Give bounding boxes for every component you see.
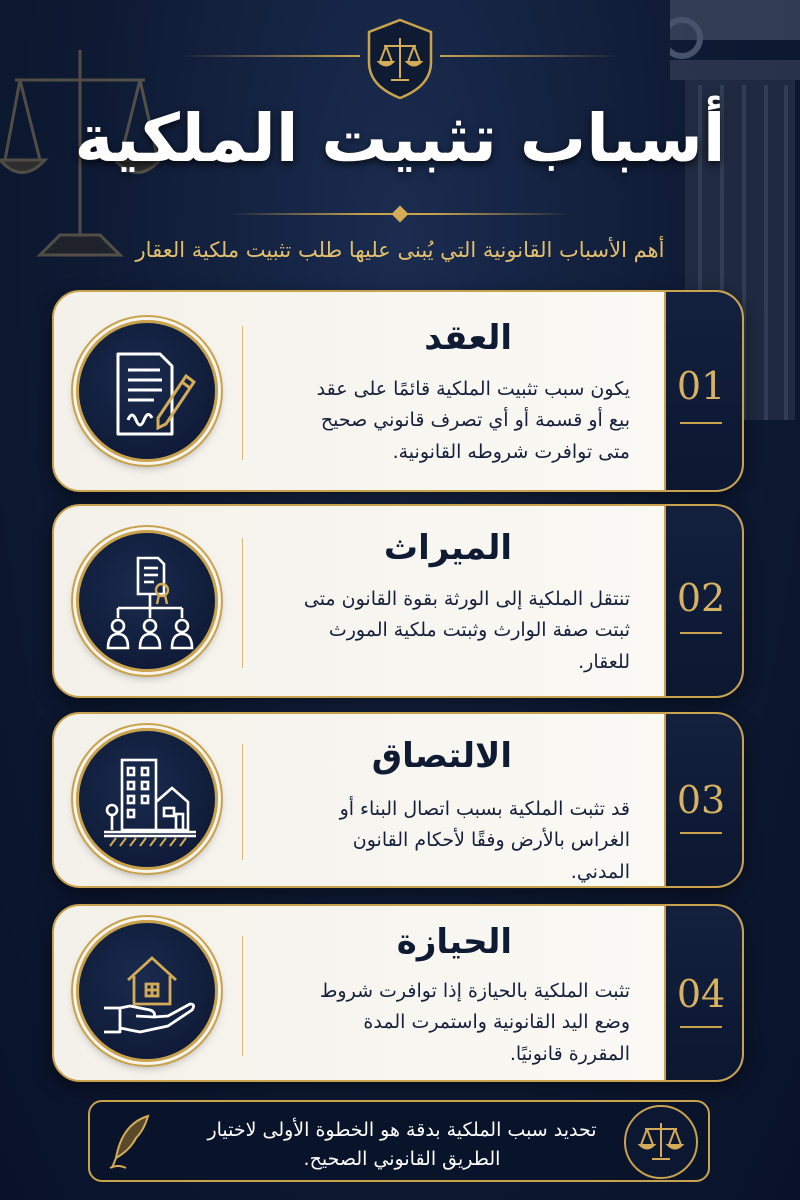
divider-diamond [392, 206, 409, 223]
header-ornament-line-left [180, 55, 360, 57]
card-separator [242, 538, 243, 668]
card-description: تنتقل الملكية إلى الورثة بقوة القانون متى ثبتت صفة الوارث وثبتت ملكية المورث للعقار. [303, 588, 630, 673]
inheritance-tree-icon [76, 530, 218, 672]
card-title: الحيازة [396, 922, 512, 962]
card-separator [242, 326, 243, 460]
card-number: 01 [676, 364, 726, 408]
card-description: قد تثبت الملكية بسبب اتصال البناء أو الغراس بالأرض وفقًا لأحكام القانون المدني. [339, 798, 630, 883]
quill-icon [108, 1114, 152, 1172]
card-separator [242, 744, 243, 860]
footer-note [88, 1100, 710, 1182]
page-title: أسباب تثبيت الملكية [74, 100, 726, 177]
number-underline [680, 422, 722, 424]
number-underline [680, 632, 722, 634]
card-number: 03 [676, 778, 726, 822]
header-ornament-line-right [440, 55, 620, 57]
house-in-hand-icon [76, 920, 218, 1062]
card-title: الالتصاق [371, 736, 512, 776]
scales-of-justice-emblem-icon [367, 18, 433, 100]
card-description: تثبت الملكية بالحيازة إذا توافرت شروط وضع اليد القانونية واستمرت المدة المقررة قانونيًا. [319, 980, 630, 1065]
number-underline [680, 1026, 722, 1028]
card-title: العقد [424, 318, 512, 358]
scales-of-justice-icon [624, 1105, 698, 1179]
card-number: 04 [676, 972, 726, 1016]
card-number: 02 [676, 576, 726, 620]
title-divider [230, 213, 570, 215]
contract-signing-icon [76, 320, 218, 462]
buildings-on-land-icon [76, 728, 218, 870]
footer-text: تحديد سبب الملكية بدقة هو الخطوة الأولى لاختيار الطريق القانوني الصحيح. [207, 1119, 597, 1170]
number-underline [680, 832, 722, 834]
page-subtitle: أهم الأسباب القانونية التي يُبنى عليها طلب تثبيت ملكية العقار [135, 238, 665, 262]
card-separator [242, 936, 243, 1056]
card-description: يكون سبب تثبيت الملكية قائمًا على عقد بيع أو قسمة أو أي تصرف قانوني صحيح متى توافرت شروطه القانونية. [316, 378, 630, 463]
card-title: الميراث [383, 528, 512, 568]
